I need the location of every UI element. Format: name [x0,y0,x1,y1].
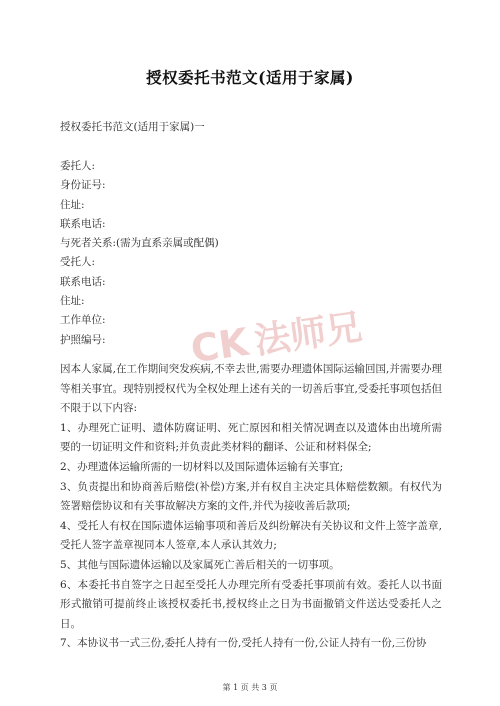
field-phone: 联系电话: [60,217,106,230]
paragraph-item-4: 4、受托人有权在国际遗体运输事项和善后及纠纷解决有关协议和文件上签字盖章,受托人签字盖章视同本人签章,本人承认其效力; [60,519,442,552]
document-body [60,360,442,654]
paragraph-item-3: 3、负责提出和协商善后赔偿(补偿)方案,并有权自主决定具体赔偿数额。有权代为签署赔偿协议和有关事故解决方案的文件,并代为接收善后款项; [60,480,442,513]
watermark-text: 法师兄 [251,306,365,363]
paragraph-item-1: 1、办理死亡证明、遗体防腐证明、死亡原因和相关情况调查以及遗体由出境所需要的一切证明文件和资料;并负责此类材料的翻译、公证和材料保全; [60,421,442,454]
paragraph-item-7: 7、本协议书一式三份,委托人持有一份,受托人持有一份,公证人持有一份,三份协 [60,637,427,650]
party-info-fields [60,157,219,350]
paragraph-item-6: 6、本委托书自签字之日起至受托人办理完所有受委托事项前有效。委托人以书面形式撤销可提前终止该授权委托书,授权终止之日为书面撤销文件送达受委托人之日。 [60,578,442,630]
field-agent-phone: 联系电话: [60,275,106,288]
field-principal: 委托人: [60,160,96,172]
field-relationship: 与死者关系:(需为直系亲属或配偶) [60,237,219,250]
paragraph-intro: 因本人家属,在工作期间突发疾病,不幸去世,需要办理遗体国际运输回国,并需要办理等相关事宜。现特别授权代为全权处理上述有关的一切善后事宜,受委托事项包括但不限于以下内容: [60,363,442,415]
document-title: 授权委托书范文(适用于家属) [146,68,354,87]
field-passport: 护照编号: [60,333,106,346]
page-footer: 第 1 页 共 3 页 [222,683,278,692]
watermark-mark: CK [188,319,252,372]
paragraph-item-2: 2、办理遗体运输所需的一切材料以及国际遗体运输有关事宜; [60,460,344,473]
document-subtitle: 授权委托书范文(适用于家属)一 [60,121,205,133]
paragraph-item-5: 5、其他与国际遗体运输以及家属死亡善后相关的一切事项。 [60,558,340,571]
field-address: 住址: [60,198,85,211]
field-id-number: 身份证号: [60,179,106,192]
field-employer: 工作单位: [60,314,106,327]
field-agent: 受托人: [60,256,96,269]
field-agent-address: 住址: [60,295,85,308]
